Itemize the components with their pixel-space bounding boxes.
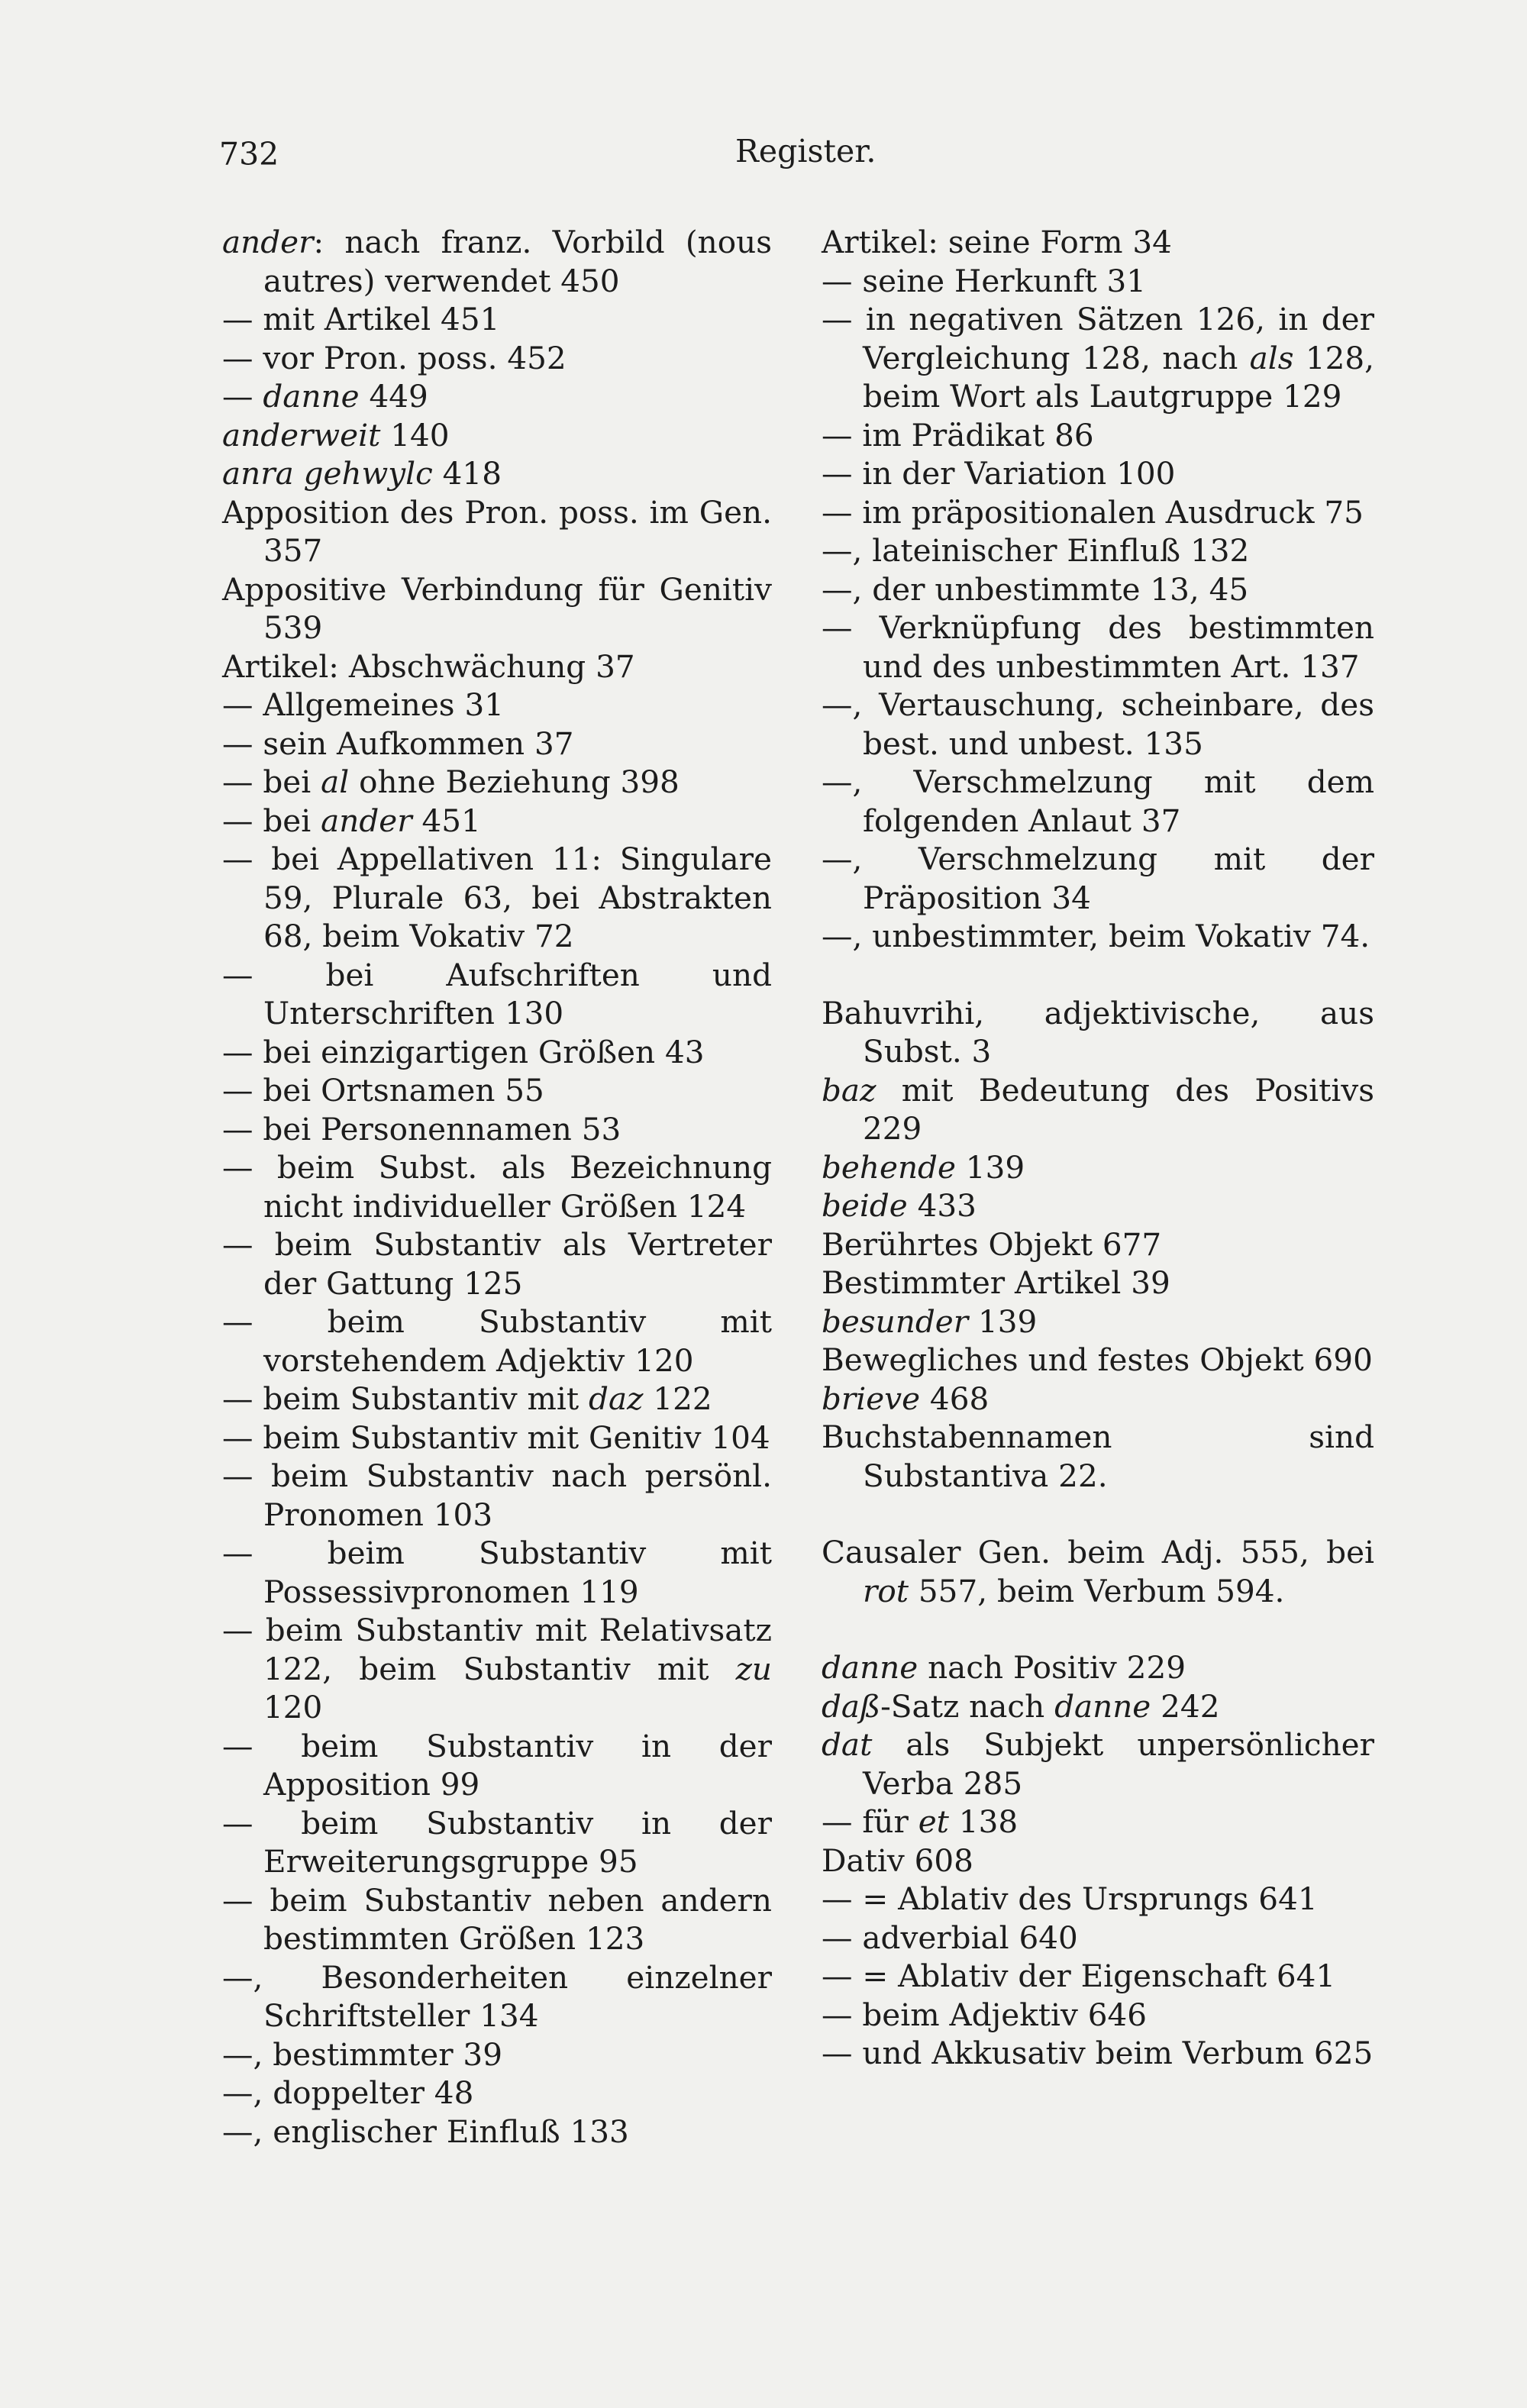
index-text: — beim Substantiv mit Genitiv 104 — [222, 1419, 770, 1456]
index-text: Causaler Gen. beim Adj. 555, bei — [822, 1534, 1374, 1570]
index-text: 139 — [955, 1148, 1025, 1186]
index-text: 242 — [1151, 1687, 1220, 1725]
index-entry — [222, 1380, 772, 1419]
index-entry — [822, 1687, 1374, 1726]
index-text: — mit Artikel 451 — [222, 301, 500, 337]
index-text: —, doppelter 48 — [222, 2074, 474, 2111]
index-text: — beim Substantiv als Vertreter der Gattung 125 — [222, 1226, 772, 1302]
index-entry — [822, 994, 1374, 1071]
index-text: — bei Aufschriften und Unterschriften 130 — [222, 956, 772, 1031]
index-text: —, Verschmelzung mit dem folgenden Anlaut 37 — [822, 763, 1374, 839]
index-term-italic: danne — [263, 378, 360, 415]
index-text: —, Besonderheiten einzelner Schriftsteller 134 — [222, 1958, 772, 2034]
index-entry — [822, 1341, 1374, 1380]
index-entry — [222, 454, 772, 493]
index-term-italic: baz — [822, 1071, 876, 1109]
index-text: 138 — [948, 1803, 1019, 1840]
index-text: 128, beim Wort als Lautgruppe 129 — [863, 339, 1374, 415]
index-entry — [822, 608, 1374, 686]
index-column-right — [822, 223, 1374, 2073]
index-entry — [222, 1958, 772, 2035]
index-text: -Satz nach — [880, 1687, 1055, 1725]
index-entry — [222, 570, 772, 647]
index-text: 139 — [968, 1302, 1038, 1340]
index-entry — [222, 2113, 772, 2151]
index-entry — [222, 1804, 772, 1881]
index-text: — beim Substantiv mit — [222, 1380, 589, 1417]
index-entry — [222, 686, 772, 725]
index-entry — [822, 917, 1374, 956]
index-text: —, der unbestimmte 13, 45 — [822, 570, 1249, 608]
index-text: — beim Substantiv mit vorstehendem Adjektiv 120 — [222, 1303, 772, 1379]
index-text: als Subjekt unpersönlicher Verba 285 — [863, 1726, 1374, 1802]
index-entry — [822, 1533, 1374, 1610]
index-entry — [822, 454, 1374, 493]
index-entry — [222, 1727, 772, 1804]
index-entry — [822, 1186, 1374, 1225]
index-term-italic: behende — [822, 1148, 956, 1186]
index-text: 418 — [432, 455, 502, 492]
index-entry — [822, 1842, 1374, 1880]
index-text: — Verknüpfung des bestimmten und des unbestimmten Art. 137 — [822, 609, 1374, 685]
index-text: — beim Subst. als Bezeichnung nicht individueller Größen 124 — [222, 1149, 772, 1225]
index-term-italic: al — [321, 763, 350, 800]
index-text: Apposition des Pron. poss. im Gen. 357 — [222, 493, 772, 569]
index-text: — Allgemeines 31 — [222, 686, 504, 723]
index-text: — bei einzigartigen Größen 43 — [222, 1033, 705, 1070]
index-entry — [822, 1648, 1374, 1687]
index-entry — [222, 802, 772, 841]
index-term-italic: dat — [822, 1726, 873, 1763]
page-number: 732 — [219, 136, 279, 173]
index-text: 433 — [907, 1187, 977, 1224]
index-entry — [222, 223, 772, 300]
index-text: Artikel: Abschwächung 37 — [222, 647, 635, 685]
index-entry — [222, 1881, 772, 1958]
index-entry — [822, 300, 1374, 416]
index-text: mit Bedeutung des Positivs 229 — [863, 1071, 1374, 1147]
index-term-italic: daß — [822, 1687, 881, 1725]
index-text: — beim Substantiv mit Possessivpronomen 119 — [222, 1535, 772, 1610]
index-term-italic: anderweit — [222, 416, 381, 454]
index-text: 557, beim Verbum 594. — [909, 1572, 1285, 1609]
index-entry — [822, 2034, 1374, 2073]
index-entry — [822, 493, 1374, 532]
index-text: ohne Beziehung 398 — [349, 763, 680, 800]
index-entry — [222, 1534, 772, 1611]
index-entry — [222, 1148, 772, 1225]
index-entry — [822, 1725, 1374, 1803]
index-entry — [222, 1611, 772, 1727]
index-text: —, unbestimmter, beim Vokativ 74. — [822, 918, 1370, 954]
index-term-italic: danne — [1054, 1687, 1151, 1725]
index-entry — [822, 1919, 1374, 1958]
index-term-italic: rot — [863, 1572, 909, 1609]
index-text: nach Positiv 229 — [918, 1649, 1186, 1686]
index-term-italic: danne — [822, 1649, 918, 1686]
index-entry — [822, 1225, 1374, 1264]
index-entry — [822, 223, 1374, 262]
index-text: — adverbial 640 — [822, 1919, 1078, 1956]
index-text: — beim Substantiv in der Apposition 99 — [222, 1727, 772, 1803]
index-entry — [222, 1033, 772, 1072]
index-entry — [822, 1996, 1374, 2035]
index-entry — [222, 840, 772, 956]
index-text: — beim Substantiv mit Relativsatz 122, beim Substantiv mit — [222, 1612, 772, 1687]
index-entry — [222, 763, 772, 802]
index-text: — seine Herkunft 31 — [822, 262, 1147, 299]
index-term-italic: ander — [321, 802, 412, 839]
index-entry — [822, 1880, 1374, 1919]
index-text: — beim Substantiv neben andern bestimmten Größen 123 — [222, 1881, 772, 1957]
index-entry — [822, 1148, 1374, 1187]
index-entry — [822, 570, 1374, 609]
index-entry — [222, 1419, 772, 1457]
index-term-italic: zu — [735, 1650, 772, 1687]
index-text: —, englischer Einfluß 133 — [222, 2113, 629, 2150]
index-text: — bei Appellativen 11: Singulare 59, Plurale 63, bei Abstrakten 68, beim Vokativ 72 — [222, 841, 772, 954]
index-entry — [822, 1418, 1374, 1495]
index-text: — bei Personennamen 53 — [222, 1110, 621, 1148]
index-text: — sein Aufkommen 37 — [222, 725, 574, 762]
index-term-italic: et — [918, 1803, 949, 1840]
index-text: — im präpositionalen Ausdruck 75 — [822, 493, 1364, 531]
index-term-italic: besunder — [822, 1302, 969, 1340]
index-entry — [822, 1803, 1374, 1842]
index-entry — [222, 493, 772, 570]
index-text: Bahuvrihi, adjektivische, aus Subst. 3 — [822, 994, 1374, 1070]
index-text: — = Ablativ des Ursprungs 641 — [822, 1880, 1318, 1917]
index-text: — in negativen Sätzen 126, in der Vergleichung 128, nach — [822, 301, 1374, 376]
index-text: — beim Substantiv in der Erweiterungsgruppe 95 — [222, 1804, 772, 1880]
index-text: —, Vertauschung, scheinbare, des best. und unbest. 135 — [822, 686, 1374, 762]
index-entry — [822, 1302, 1374, 1341]
index-entry — [222, 1302, 772, 1380]
index-text: — bei — [222, 802, 321, 839]
index-term-italic: als — [1249, 339, 1294, 376]
index-term-italic: beide — [822, 1187, 908, 1224]
index-text: —, bestimmter 39 — [222, 2035, 502, 2073]
index-text: — im Prädikat 86 — [822, 416, 1094, 454]
index-entry — [822, 262, 1374, 301]
index-text: 449 — [359, 378, 428, 415]
index-entry — [222, 2035, 772, 2074]
index-text: — beim Adjektiv 646 — [822, 1996, 1148, 2033]
index-entry — [822, 1957, 1374, 1996]
index-term-italic: daz — [589, 1380, 644, 1417]
index-entry — [822, 686, 1374, 763]
index-text: — bei Ortsnamen 55 — [222, 1072, 544, 1109]
index-text: — vor Pron. poss. 452 — [222, 339, 567, 376]
index-entry — [222, 416, 772, 455]
index-column-left — [222, 223, 772, 2151]
index-text: 451 — [412, 802, 481, 839]
index-term-italic: ander — [222, 224, 314, 260]
index-text: — in der Variation 100 — [822, 455, 1176, 492]
index-text: Bewegliches und festes Objekt 690 — [822, 1341, 1373, 1378]
index-entry — [822, 531, 1374, 570]
index-entry — [222, 1225, 772, 1302]
index-text: — — [222, 378, 263, 415]
index-text: Berührtes Objekt 677 — [822, 1225, 1162, 1263]
index-text: 120 — [263, 1689, 323, 1725]
index-text: Bestimmter Artikel 39 — [822, 1264, 1170, 1301]
index-text: 468 — [920, 1380, 989, 1417]
index-text: — = Ablativ der Eigenschaft 641 — [822, 1958, 1336, 1994]
index-entry — [822, 416, 1374, 455]
index-term-italic: anra gehwylc — [222, 455, 433, 492]
index-text: — bei — [222, 763, 321, 800]
index-text: Dativ 608 — [822, 1842, 973, 1879]
index-entry — [222, 339, 772, 378]
index-entry — [822, 1264, 1374, 1302]
index-entry — [822, 1380, 1374, 1419]
index-text: Appositive Verbindung für Genitiv 539 — [222, 570, 772, 646]
index-entry — [822, 763, 1374, 840]
index-entry — [222, 1110, 772, 1149]
index-text: : nach franz. Vorbild (nous autres) verwendet 450 — [263, 224, 772, 299]
index-entry — [222, 1071, 772, 1110]
index-text: — und Akkusativ beim Verbum 625 — [822, 2035, 1374, 2071]
index-entry — [222, 300, 772, 339]
index-text: —, Verschmelzung mit der Präposition 34 — [822, 841, 1374, 916]
index-entry — [222, 1457, 772, 1534]
page-header-title: Register. — [735, 133, 876, 169]
index-text: — beim Substantiv nach persönl. Pronomen 103 — [222, 1457, 772, 1533]
index-entry — [222, 725, 772, 763]
index-text: 140 — [380, 416, 450, 454]
index-text: — für — [822, 1803, 918, 1840]
index-entry — [822, 1071, 1374, 1148]
index-text: —, lateinischer Einfluß 132 — [822, 532, 1250, 569]
index-term-italic: brieve — [822, 1380, 921, 1417]
index-entry — [822, 840, 1374, 917]
index-entry — [222, 2074, 772, 2113]
index-text: 122 — [643, 1380, 712, 1417]
index-text: Artikel: seine Form 34 — [822, 224, 1172, 260]
index-entry — [222, 956, 772, 1033]
index-entry — [222, 377, 772, 416]
index-entry — [222, 647, 772, 686]
index-text: Buchstabennamen sind Substantiva 22. — [822, 1419, 1374, 1494]
